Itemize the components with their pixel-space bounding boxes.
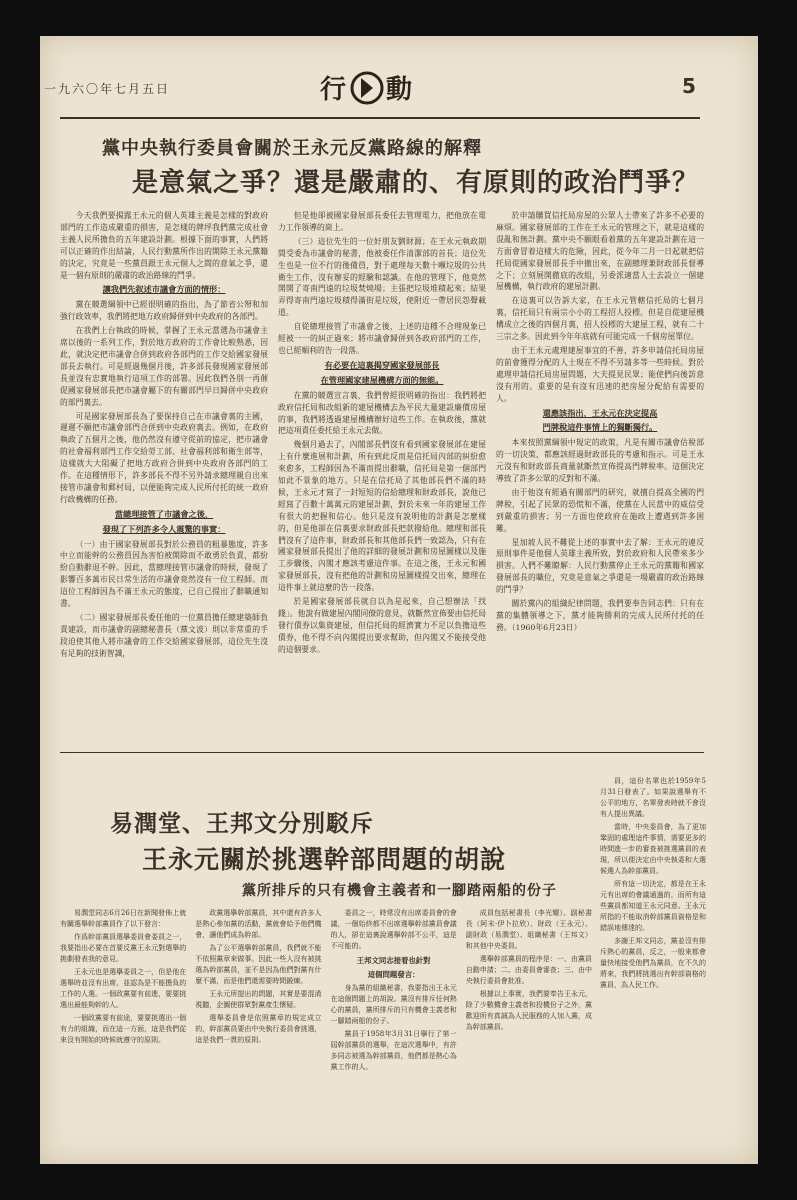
body-paragraph: 由于他沒有經過有關部門的研究，就擅自提高全國的門牌稅，引起了民眾的恐慌和不滿，使黨在人民當中的威信受到嚴重的損害；另一方面也使政府在施政上遭遇到許多困難。: [496, 487, 704, 533]
article2-column: [195, 908, 321, 1148]
body-paragraph: 根據以上事實，我們要奉告王永元，除了少數機會主義者和投機份子之外，黨歡迎所有真誠為人民服務的人加入黨，成為幹部黨員。: [465, 990, 592, 1031]
masthead-logo: [312, 68, 422, 108]
body-paragraph: （三）這位先生的一位好朋友劉財源；在王永元執政期間受委為市議會的秘書，他被委任作清潔部的首長；這位先生也是一位不行的後備員，對于處理每天數十噸垃圾的公共衛生工作，沒有辦妥的經驗和認識。在他的管理下，他竟然開開了寄南門遠的垃圾焚燒場；主張把垃圾堆積起來；結果弄得寄南門遠垃圾積得滿街是垃圾，使附近一帶居民怨聲載道。: [278, 236, 486, 318]
body-paragraph: 委員之一，時常沒有出席委員會的會議，一個始終都不出席選擧幹部黨員會議的人，卻在這裏說選擧幹部不公平，這是不可能的。: [330, 909, 457, 950]
body-paragraph: 易潤堂同志6月26日在新聞發佈上就有關選舉幹部黨員作了以下發言：: [60, 909, 187, 928]
article2-subheadline: 黨所排斥的只有機會主義者和一腳踏兩船的份子: [242, 883, 557, 899]
section-subheading: 發現了下列許多令人震驚的事實：: [102, 523, 226, 534]
section-subheading: 讓我們先叙述市議會方面的情形：: [102, 284, 226, 295]
body-paragraph: 多謝王邦文同志，黨並沒有排斥熱心的黨員，反之，一般來都會量快地接受他們為黨員，在不久的將來，我們將挑選出有幹部資格的黨員，為人民工作。: [600, 937, 706, 989]
section-subheading: 門牌稅這件事情上的獨斷獨行。: [542, 422, 658, 433]
body-paragraph: 可是國家發展部長為了要保持自己在市議會裏的主國，遲遲不願把市議會部門合併到中央政府裏去。例如，在政府執政了五個月之後，他仍然沒有遵守從前的協定，把市議會的社會福利部門工作交給勞工部、社會福利部和衛生部等，這樣就大大阻礙了把地方政府合併到中央政府各部門的工作。在這種情形下，許多部長不得不另外請求總理親自出來接管市議會和郵村局，以便能夠完成人民所付托的統一政府行政機構的任務。: [60, 411, 268, 504]
body-paragraph: 王永元也是選擧委員之一，但是他在選舉時並沒有出席，並認為是不能擔負的工作的人選。一個政黨要有前進，要要挑選出最能夠幹的人。: [60, 968, 187, 1009]
article2-headline-top: 易潤堂、王邦文分別駁斥: [110, 810, 374, 837]
body-paragraph: 關於黨內的組織紀律問題，我們要奉告同志們：只有在黨的集體領導之下，黨才能夠勝利的完成人民所付托的任務。（1960年6月23日）: [496, 599, 704, 632]
body-paragraph: 身為黨的組織秘書，我要指出王永元在這個問題上的胡說。黨沒有排斥任何熱心的黨員，黨所排斥的只有機會主義者和一腳踏兩船的份子。: [330, 984, 457, 1025]
body-paragraph: 員，這份名單也於1959年5月31日發表了。如果說選舉有不公平的地方，名單發表時就不會沒有人提出異議。: [600, 777, 706, 818]
body-paragraph: 自從總理接管了市議會之後，上述的這種不合理現象已經被一一的糾正過來；將市議會歸併到各政府部門的工作，也已經順利的告一段落。: [278, 322, 486, 355]
article1-column: [496, 210, 704, 735]
article2-main-headline: 王永元關於挑選幹部問題的胡說: [142, 845, 507, 874]
body-paragraph: 成員包括秘書長（李光耀）、副秘書長（阿末·伊卜拉欣）、財政（王永元）、副財政（易潤堂）、組織秘書（王邦文）和其他中央委員。: [465, 909, 592, 950]
issue-date: 一九六〇年七月五日: [44, 82, 171, 96]
body-paragraph: 在我們上台執政的時候，掌握了王永元當選為市議會主席以後的一系列工作，對於地方政府的工作會比較熟悉，因此，就決定把市議會合併到政府各部門的工作交給國家發展部長去執行。可是經過幾個月後，許多部長發現國家發展部長並沒有忠實地執行這項工作的部署。因此我們各別一再催促國家發展部長把市議會屬下的有關部門早日歸併中央政府的部門裏去。: [60, 326, 268, 407]
body-paragraph: （二）國家發展部長委任他的一位黨員擔任總建築師負責建設，而市議會的副總秘書長（黨文波）則以非常重的手段迫使其他人將市議會的工作交給國家發展部，這位先生沒有足夠的技術智識，: [60, 613, 268, 658]
section-subheading: 當總理接管了市議會之後，: [114, 508, 214, 519]
article1-main-headline: 是意氣之爭？還是嚴肅的、有原則的政治鬥爭？: [132, 168, 700, 198]
article-divider: [60, 752, 704, 753]
body-paragraph: 政黨選擧幹部黨員，其中還有許多人是熱心參加黨的活動，黨就會給予他們機會，讓他們成為幹部。: [195, 909, 322, 939]
article2-side-column: [600, 776, 706, 1146]
body-paragraph: 為了公平選擧幹部黨員，我們就不能不依照黨章來做事。因此一些人沒有被挑選為幹部黨員，並不是因為他們對黨有什麼不滿，而是他們還需要時間鍛煉。: [195, 944, 322, 985]
body-paragraph: 星加坡人民不難從上述的事實中去了解：王永元的違反原則事件是他個人英雄主義所致，對於政府和人民帶來多少損害。人們不難瞭解：人民行動黨停止王永元的黨籍和國家發展部長的職位，究竟是意氣之爭還是一場嚴肅的政治路線的鬥爭？: [496, 537, 704, 595]
article2-body: [60, 908, 592, 1148]
logo-char-right: 動: [386, 75, 413, 105]
body-paragraph: 由于王永元處理建屋事宜的不善，許多申請信托局房屋的前會獲得分配的人士現在不得不另請多等一些時候。對於處理申請信托局房屋問題，大夫提見民眾；能使們向後訪意沒有用的。重要的是有沒有迅速的把房屋分配給有需要的人。: [496, 345, 704, 403]
section-subheading: 這個問題發言：: [367, 970, 420, 979]
section-subheading: 王邦文同志接着也針對: [356, 956, 431, 965]
section-subheading: 在管理國家建屋機構方面的無能。: [320, 374, 444, 385]
body-paragraph: 在黨的競選宣言裏，我們曾經很明確的指出：我們將把政府信托局和改組新的建屋機構去為平民大量建設廉價房屋的事，我們將透過建屋機構辦好這些工作。在執政後，黨就把這項責任委托給王永元去做。: [278, 390, 486, 436]
logo-char-left: 行: [320, 75, 347, 105]
body-paragraph: 本來按照黨綱領中規定的政策，凡是有關市議會估稅部的一切決策，都應該經過財政部長的考慮和指示。可是王永元沒有和財政部長商量就斷然宣佈提高門牌稅率。這個決定導致了許多公眾的反對和不滿。: [496, 438, 704, 484]
body-paragraph: 在這裏可以告訴大家，在王永元管轄信托局的七個月裏，信托局只有兩宗小小的工程招人投標。但是自從建屋機構成立之後的四個月裏，招人投標的大建屋工程，就有二十三宗之多。因此到今年年底就有可能完成一千個房屋單位。: [496, 296, 704, 342]
body-paragraph: 作爲幹部黨員選擧委員會委員之一，我要指出必要在首要反黨王永元對選舉的挑劇發表我的意見。: [60, 933, 187, 963]
section-subheading: 還應該指出，王永元在決定提高: [542, 407, 658, 418]
body-paragraph: 幾個月過去了，內閣部長們沒有看到國家發展部在建屋上有什麼進展和計劃，所有到此反而是信托局內部的糾紛愈來愈多，工程師因為不滿而提出辭職，信托局是第一個部門如此不景象的地方。只是在信托局了其他部長們不滿的時候，王永元才寫了一封短短的信給總理和財政部長，說他已經寫了百數十萬萬元的建屋計劃，對於未來一年的建屋工作有很大的把握和信心。他只是沒有說明他的計劃是怎麼樣的，但是他卻在信裏要求財政部長把款撥給他。總理和部長們沒有了這件事，財政部長和其他部長們一致認為，只有在國家發展部長提出了他的詳細的發展計劃和房屋圖樣以及施工步驟後，內閣才應該考慮這件事。在這之後，王永元和國家發展部長，沒有把他的計劃和房屋圖樣提交出來，總理在這件事上就這麼的告一段落。: [278, 440, 486, 593]
body-paragraph: 選舉委員會是依照黨章的規定成立的，幹部黨員要由中央執行委員會挑選，這是我們一貫的原則。: [195, 1014, 322, 1044]
body-paragraph: 於申請購買信托局房屋的公眾人士帶來了許多不必要的麻煩。國家發展部的工作在王永元的管理之下，就是這樣的混亂和無計劃。黨中央不願眼看着黨的五年建設計劃在這一方面會冒着這樣大的危險，因此，從今年二月一日起就把信托局從國家發展部長手中撤出來，在副總理兼財政部長督導之下；立刻展開徹底的改組，另委派適當人士去設立一個建屋機構，執行政府的建屋計劃。: [496, 211, 704, 292]
page-number: 5: [682, 74, 696, 98]
article2-column: [60, 908, 186, 1148]
body-paragraph: 黨在競選綱領中已經很明確的指出，為了節省公帑和加強行政效率，我們將把地方政府歸併到中央政府的各部門。: [60, 300, 268, 322]
body-paragraph: 於是國家發展部長就自以為是起來，自己想辦法「找錢」。他說有做建屋內閣同僚的意見，就斷然宣佈要由信托局發行債券以集資建屋，但信托局的經濟實力不足以負擔這些債券，他不得不向內閣提出要求幫助，但內閣又不能接受他的這個要求。: [278, 597, 486, 654]
article2-column: [466, 908, 592, 1148]
body-paragraph: 當時，中央委員會，為了更加鞏固的處理這件事情，需要更多的時間進一步的審查被挑選黨員的表現，所以便決定由中央執委和大選候選人為幹部黨員。: [600, 823, 706, 875]
article1-column: [278, 210, 486, 735]
article1-headline: 黨中央執行委員會關於王永元反黨路線的解釋: [102, 138, 482, 159]
body-paragraph: 選擧幹部黨員的程序是：一、由黨員自動申請；二、由委員會審查；三、由中央執行委員會批准。: [465, 955, 592, 985]
article1-column: [60, 210, 268, 735]
body-paragraph: 今天我們要揭露王永元的個人英雄主義是怎樣的對政府部門的工作造成嚴重的損害，是怎樣的牌坪我們黨完成社會主義人民所擔負的五年建設計劃。根據下面的事實，人們將可以正確的作出結論，人民行動黨所作出的開除王永元黨籍的決定，究竟是一些黨員跟王永元個人之間的意氣之爭，還是一個有原則的嚴肅的政治路線的鬥爭。: [60, 211, 268, 280]
body-paragraph: 王永元所提出的問題，其實是要混淆視聽，企圖使群眾對黨產生懷疑。: [195, 990, 322, 1009]
body-paragraph: 一個政黨要有前途，要要挑選出一個有力的組織，而在這一方面，這是我們從來沒有開始的時候就遵守的原則。: [60, 1014, 187, 1044]
body-paragraph: 但是他卻被國家發展部長委任去管理電力，把他放在電力工作領導的崗上。: [278, 211, 486, 232]
body-paragraph: （一）由于國家發展部長對於公務員的粗暴態度，許多中立而能幹的公務員因為害怕被開除而不敢勇於負責，都紛紛自動辭退不幹。因此，當總理接管市議會的時候，發現了影響百多萬市民日常生活的市議會竟然沒有一位工程師。而這位工程師因為不滿王永元的態度，已自己提出了辭職通知書。: [60, 539, 268, 609]
body-paragraph: 黨員于1958年3月31日擧行了第一屆幹部黨員的選舉，在這次選舉中，有許多同志被選為幹部黨員，他們都是熱心為黨工作的人。: [330, 1030, 457, 1071]
article2-column: [331, 908, 457, 1148]
masthead-rule: [60, 117, 700, 119]
article1-body: [60, 210, 704, 735]
section-subheading: 有必要在這裏揭穿國家發展部長: [324, 359, 440, 370]
body-paragraph: 所有這一切決定，都是在王永元有出席的會議通過的，而所有這些黨員都知道王永元同意。王永元所指的不能取消幹部黨員資格是和錯誤地傳達的。: [600, 880, 706, 932]
